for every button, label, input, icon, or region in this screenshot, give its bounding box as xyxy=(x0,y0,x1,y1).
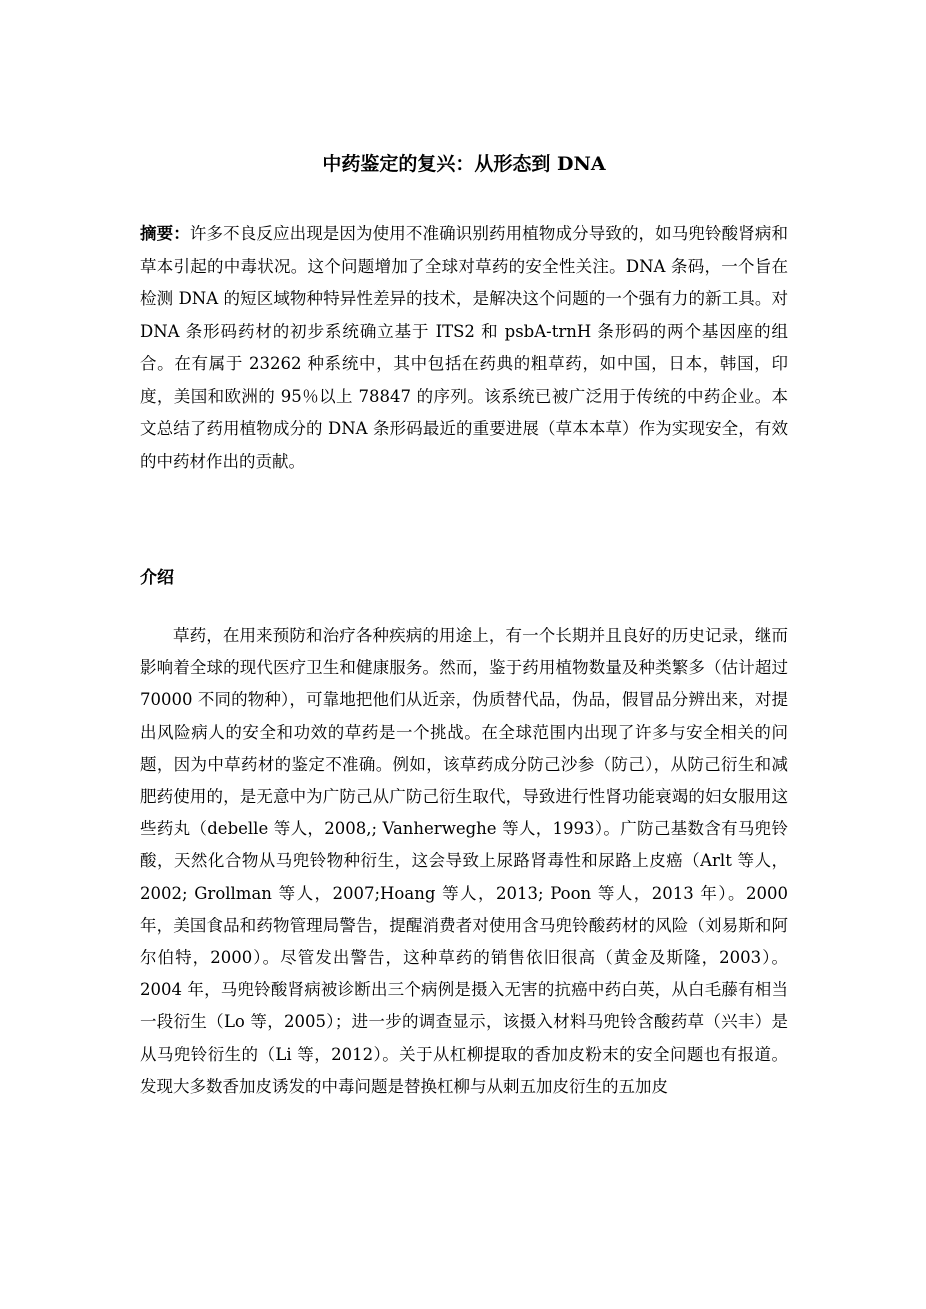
introduction-heading: 介绍 xyxy=(140,568,174,588)
introduction-paragraph: 草药，在用来预防和治疗各种疾病的用途上，有一个长期并且良好的历史记录，继而影响着全球的现代医疗卫生和健康服务。然而，鉴于药用植物数量及种类繁多（估计超过 70000 不同的物种），可靠地把他们从近亲，伪质替代品，伪品，假冒品分辨出来，对提出风险病人的安全和功效的草药是一个挑战。在全球范围内出现了许多与安全相关的问题，因为中草药材的鉴定不准确。例如，该草药成分防己沙参（防己），从防己衍生和减肥药使用的，是无意中为广防己从广防己衍生取代，导致进行性肾功能衰竭的妇女服用这些药丸（debelle 等人，2008,; Vanherweghe 等人，1993）。广防己基数含有马兜铃酸，天然化合物从马兜铃物种衍生，这会导致上尿路肾毒性和尿路上皮癌（Arlt 等人，2002; Grollman 等人，2007;Hoang 等人，2013; Poon 等人，2013 年）。2000 年，美国食品和药物管理局警告，提醒消费者对使用含马兜铃酸药材的风险（刘易斯和阿尔伯特，2000）。尽管发出警告，这种草药的销售依旧很高（黄金及斯隆，2003）。2004 年，马兜铃酸肾病被诊断出三个病例是摄入无害的抗癌中药白英，从白毛藤有相当一段衍生（Lo 等，2005）；进一步的调查显示，该摄入材料马兜铃含酸药草（兴丰）是从马兜铃衍生的（Li 等，2012）。关于从杠柳提取的香加皮粉末的安全问题也有报道。发现大多数香加皮诱发的中毒问题是替换杠柳与从刺五加皮衍生的五加皮 xyxy=(140,626,788,1096)
abstract-paragraph xyxy=(140,218,788,478)
abstract-text: 许多不良反应出现是因为使用不准确识别药用植物成分导致的，如马兜铃酸肾病和草本引起的中毒状况。这个问题增加了全球对草药的安全性关注。DNA 条码，一个旨在检测 DNA 的短区域物种特异性差异的技术，是解决这个问题的一个强有力的新工具。对 DNA 条形码药材的初步系统确立基于 ITS2 和 psbA-trnH 条形码的两个基因座的组合。在有属于 23262 种系统中，其中包括在药典的粗草药，如中国，日本，韩国，印度，美国和欧洲的 95％以上 78847 的序列。该系统已被广泛用于传统的中药企业。本文总结了药用植物成分的 DNA 条形码最近的重要进展（草本本草）作为实现安全，有效的中药材作出的贡献。 xyxy=(140,224,789,471)
document-title: 中药鉴定的复兴：从形态到 DNA xyxy=(322,153,606,175)
abstract-label: 摘要： xyxy=(140,224,190,243)
